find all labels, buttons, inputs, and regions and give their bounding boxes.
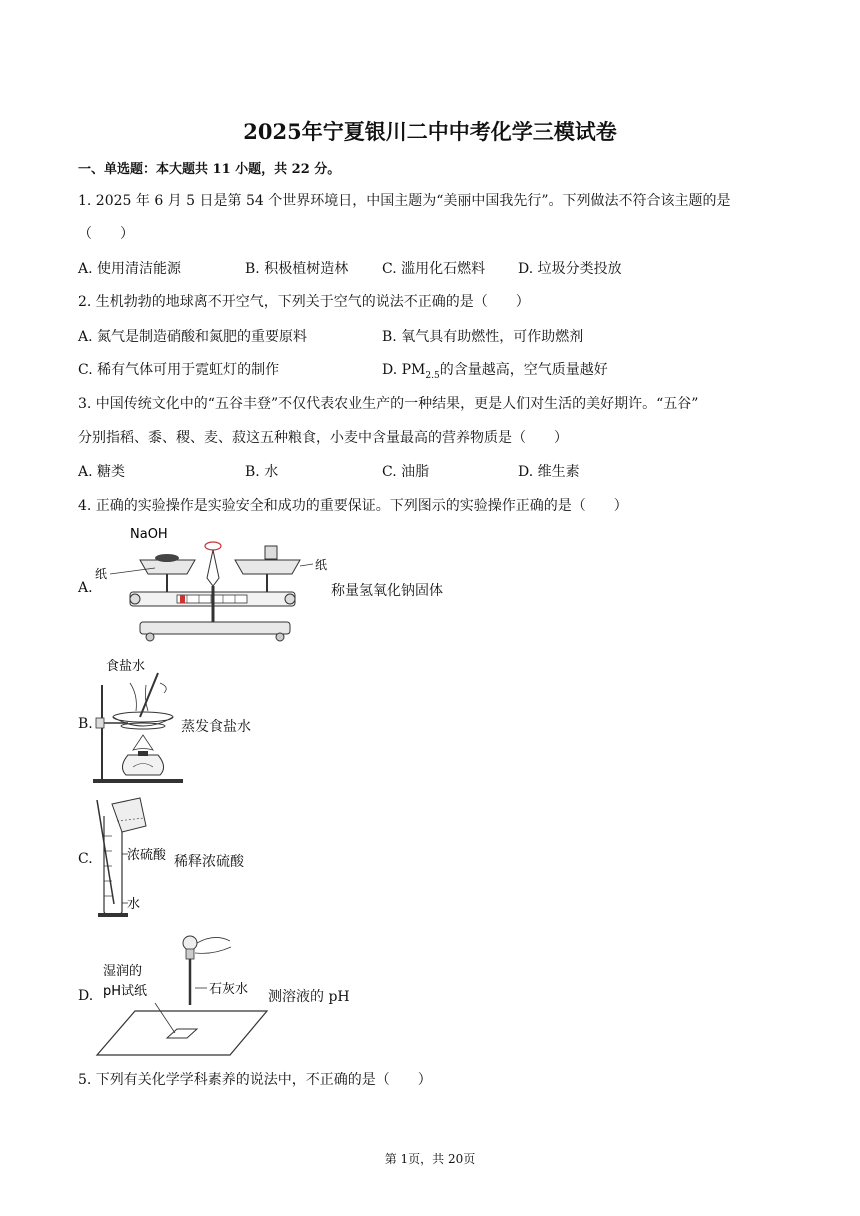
acid-label: 浓硫酸	[127, 848, 167, 863]
question-1-text: 1. 2025 年 6 月 5 日是第 54 个世界环境日，中国主题为“美丽中国我先行”。下列做法不符合该主题的是	[78, 193, 731, 209]
q1-option-d: D. 垃圾分类投放	[518, 261, 622, 277]
limewater-label: 石灰水	[209, 982, 249, 997]
question-3-text: 3. 中国传统文化中的“五谷丰登”不仅代表农业生产的一种结果，更是人们对生活的美好期许。“五谷”	[78, 396, 699, 412]
q4-option-a-caption: 称量氢氧化钠固体	[331, 583, 443, 599]
q1-option-c: C. 滥用化石燃料	[382, 261, 486, 277]
section-heading: 一、单选题：本大题共 11 小题，共 22 分。	[78, 162, 341, 177]
paper-right-label: 纸	[315, 558, 328, 572]
paper-left-label: 纸	[95, 567, 108, 581]
q4-option-b-caption: 蒸发食盐水	[181, 719, 251, 735]
question-2-text: 2. 生机勃勃的地球离不开空气，下列关于空气的说法不正确的是（ ）	[78, 294, 530, 310]
q4-option-d-caption: 测溶液的 pH	[268, 989, 350, 1005]
q4-option-a-letter: A.	[78, 580, 93, 596]
ph-paper-label: pH试纸	[103, 984, 148, 999]
question-1-bracket: （ ）	[78, 226, 134, 242]
q4-option-b-letter: B.	[78, 716, 93, 732]
q2-option-a: A. 氮气是制造硝酸和氮肥的重要原料	[78, 329, 308, 345]
q2-option-c: C. 稀有气体可用于霓虹灯的制作	[78, 362, 280, 378]
q2-option-d-suffix: 的含量越高，空气质量越好	[439, 362, 608, 378]
page-footer: 第 1页，共 20页	[384, 1152, 476, 1166]
q4-option-c-caption: 稀释浓硫酸	[174, 854, 244, 870]
balance-figure	[95, 522, 330, 647]
wet-label: 湿润的	[103, 964, 143, 979]
naoh-label: NaOH	[130, 527, 168, 542]
question-5-text: 5. 下列有关化学学科素养的说法中，不正确的是（ ）	[78, 1072, 432, 1088]
q2-option-d-prefix: D. PM	[382, 362, 426, 378]
salt-water-label: 食盐水	[106, 659, 146, 674]
question-4-text: 4. 正确的实验操作是实验安全和成功的重要保证。下列图示的实验操作正确的是（ ）	[78, 498, 628, 514]
q4-option-d-letter: D.	[78, 988, 94, 1004]
question-3-text-line2: 分别指稻、黍、稷、麦、菽这五种粮食，小麦中含量最高的营养物质是（ ）	[78, 430, 568, 446]
q2-option-d-subscript: 2.5	[425, 370, 440, 381]
q1-option-b: B. 积极植树造林	[245, 261, 349, 277]
dilution-figure	[92, 796, 182, 921]
ph-test-figure	[95, 933, 275, 1058]
q3-option-a: A. 糖类	[78, 464, 126, 480]
q3-option-d: D. 维生素	[518, 464, 580, 480]
q4-option-c-letter: C.	[78, 851, 93, 867]
q2-option-d	[382, 359, 608, 381]
q3-option-c: C. 油脂	[382, 464, 430, 480]
water-label: 水	[127, 897, 141, 912]
page-title: 2025年宁夏银川二中中考化学三模试卷	[243, 119, 617, 144]
evaporation-figure	[88, 655, 188, 785]
q3-option-b: B. 水	[245, 464, 279, 480]
q2-option-b: B. 氧气具有助燃性，可作助燃剂	[382, 329, 584, 345]
q1-option-a: A. 使用清洁能源	[78, 261, 182, 277]
